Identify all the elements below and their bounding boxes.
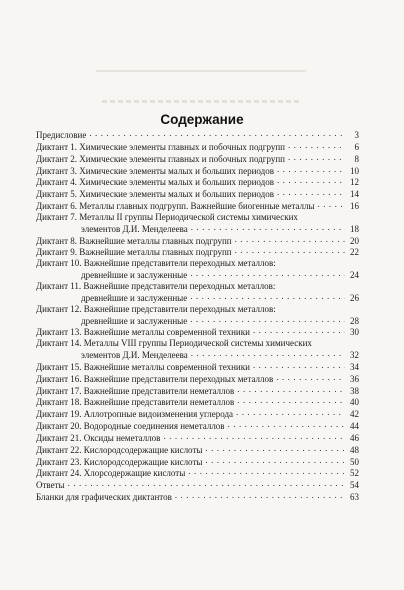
toc-entry bbox=[36, 188, 359, 200]
toc-page-number: 34 bbox=[350, 361, 359, 372]
toc-entry-text: Диктант 10. Важнейшие представители переходных металлов: bbox=[36, 258, 276, 269]
toc-entry-line bbox=[36, 188, 359, 200]
toc-entry-line bbox=[36, 258, 359, 269]
toc-entry-line bbox=[36, 176, 359, 188]
dot-leader bbox=[89, 129, 345, 138]
toc-page-number: 30 bbox=[350, 327, 359, 338]
toc-entry-text: Диктант 12. Важнейшие представители переходных металлов: bbox=[36, 303, 276, 314]
dot-leader bbox=[190, 292, 345, 301]
dot-leader bbox=[190, 269, 345, 278]
page-title: Содержание bbox=[160, 112, 244, 127]
toc-entry bbox=[36, 396, 359, 408]
toc-page-number: 16 bbox=[350, 201, 359, 212]
toc-page-number: 44 bbox=[350, 421, 359, 432]
toc-entry-line bbox=[36, 304, 359, 315]
toc-entry bbox=[36, 420, 359, 432]
toc-entry bbox=[36, 432, 359, 444]
toc-entry-line bbox=[36, 456, 359, 468]
toc-entry-text: Диктант 13. Важнейшие металлы современной техники bbox=[36, 327, 250, 338]
toc-entry-text: Диктант 8. Важнейшие металлы главных подгрупп bbox=[36, 235, 232, 246]
dot-leader bbox=[191, 223, 345, 232]
toc-entry-text: Диктант 23. Кислородсодержащие кислоты bbox=[36, 456, 203, 467]
dot-leader bbox=[253, 361, 345, 370]
toc-page-number: 50 bbox=[350, 456, 359, 467]
toc-entry-line bbox=[36, 235, 359, 247]
toc-page-number: 40 bbox=[350, 397, 359, 408]
dot-leader bbox=[228, 420, 345, 429]
toc-entry-line bbox=[36, 141, 359, 153]
dot-leader bbox=[288, 141, 345, 150]
dot-leader bbox=[276, 373, 345, 382]
toc-entry bbox=[36, 165, 359, 177]
toc-entry-text: Диктант 9. Важнейшие металлы главных подгрупп bbox=[36, 247, 232, 258]
toc-entry-text: Диктант 6. Металлы главных подгрупп. Важнейшие биогенные металлы bbox=[36, 201, 315, 212]
toc-entry-line bbox=[36, 420, 359, 432]
toc-page-number: 28 bbox=[350, 315, 359, 326]
toc-page-number: 32 bbox=[350, 350, 359, 361]
toc-page-number: 26 bbox=[350, 292, 359, 303]
toc-entry bbox=[36, 408, 359, 420]
toc-entry-line bbox=[36, 385, 359, 397]
toc-entry bbox=[36, 467, 359, 479]
toc-entry-text: Диктант 18. Важнейшие представители неметаллов bbox=[36, 397, 235, 408]
toc-entry-text: Диктант 24. Хлорсодержащие кислоты bbox=[36, 468, 186, 479]
toc-page-number: 20 bbox=[350, 235, 359, 246]
toc-page-number: 63 bbox=[350, 492, 359, 503]
toc-entry-text: Диктант 5. Химические элементы малых и больших периодов bbox=[36, 189, 274, 200]
dot-leader bbox=[191, 349, 345, 358]
toc-entry-text: Диктант 7. Металлы II группы Периодической системы химических bbox=[36, 211, 298, 222]
toc-entry bbox=[36, 141, 359, 153]
toc-entry bbox=[36, 258, 359, 281]
toc-entry-line bbox=[36, 212, 359, 223]
dot-leader bbox=[68, 479, 345, 488]
toc-entry bbox=[36, 129, 359, 141]
toc-entry bbox=[36, 338, 359, 361]
toc-entry-line bbox=[36, 223, 359, 235]
toc-entry bbox=[36, 326, 359, 338]
toc-entry-text: Диктант 16. Важнейшие представители переходных металлов bbox=[36, 373, 274, 384]
toc-entry-line bbox=[36, 153, 359, 165]
toc-entry-line bbox=[36, 281, 359, 292]
toc-entry-line bbox=[36, 432, 359, 444]
toc-entry-text: Диктант 19. Аллотропные видоизменения углерода bbox=[36, 409, 234, 420]
toc-entry-text: Диктант 4. Химические элементы малых и больших периодов bbox=[36, 177, 274, 188]
dot-leader bbox=[237, 385, 345, 394]
toc-page-number: 14 bbox=[350, 189, 359, 200]
toc-page-number: 3 bbox=[354, 130, 359, 140]
toc-entry-text: элементов Д.И. Менделеева bbox=[81, 350, 188, 361]
toc-entry-line bbox=[36, 373, 359, 385]
toc-entry bbox=[36, 385, 359, 397]
dot-leader bbox=[253, 326, 345, 335]
toc-entry-line bbox=[36, 349, 359, 361]
toc-entry bbox=[36, 176, 359, 188]
toc-entry-text: Диктант 3. Химические элементы малых и больших периодов bbox=[36, 165, 274, 176]
toc-entry-text: Диктант 14. Металлы VIII группы Периодической системы химических bbox=[36, 338, 312, 349]
toc-entry-text: Диктант 20. Водородные соединения неметаллов bbox=[36, 421, 225, 432]
toc-entry bbox=[36, 444, 359, 456]
toc-entry-text: Диктант 11. Важнейшие представители переходных металлов: bbox=[36, 280, 276, 291]
toc-entry-line bbox=[36, 479, 359, 491]
dot-leader bbox=[277, 176, 345, 185]
toc-entry-line bbox=[36, 326, 359, 338]
toc-entry-text: Диктант 15. Важнейшие металлы современной техники bbox=[36, 361, 250, 372]
toc-entry-line bbox=[36, 361, 359, 373]
toc-page-number: 52 bbox=[350, 468, 359, 479]
toc-page-number: 42 bbox=[350, 409, 359, 420]
toc-entry-text: Диктант 2. Химические элементы главных и побочных подгрупп bbox=[36, 153, 285, 164]
toc-page-number: 46 bbox=[350, 432, 359, 443]
toc-entry-line bbox=[36, 200, 359, 212]
toc-page-number: 54 bbox=[350, 480, 359, 491]
table-of-contents bbox=[36, 129, 359, 503]
toc-page-number: 36 bbox=[350, 373, 359, 384]
toc-entry bbox=[36, 456, 359, 468]
toc-entry-line bbox=[36, 491, 359, 503]
toc-entry bbox=[36, 153, 359, 165]
bleed-through-mark bbox=[102, 100, 302, 103]
toc-page-number: 18 bbox=[350, 223, 359, 234]
toc-page-number: 38 bbox=[350, 385, 359, 396]
toc-entry-text: Бланки для графических диктантов bbox=[36, 492, 172, 503]
toc-page-number: 24 bbox=[350, 270, 359, 281]
toc-entry-text: Ответы bbox=[36, 480, 65, 491]
toc-entry bbox=[36, 200, 359, 212]
toc-entry bbox=[36, 281, 359, 304]
dot-leader bbox=[235, 235, 345, 244]
toc-entry-text: Диктант 17. Важнейшие представители неметаллов bbox=[36, 385, 235, 396]
toc-page-number: 22 bbox=[350, 247, 359, 258]
dot-leader bbox=[277, 188, 345, 197]
toc-entry-line bbox=[36, 338, 359, 349]
toc-page-number: 12 bbox=[350, 177, 359, 188]
toc-entry bbox=[36, 235, 359, 247]
toc-entry-line bbox=[36, 408, 359, 420]
toc-page-number: 8 bbox=[354, 153, 359, 164]
dot-leader bbox=[188, 467, 345, 476]
toc-entry-line bbox=[36, 292, 359, 304]
toc-page-number: 10 bbox=[350, 165, 359, 176]
dot-leader bbox=[288, 153, 345, 162]
toc-entry-text: древнейшие и заслуженные bbox=[81, 270, 188, 281]
dot-leader bbox=[235, 246, 345, 255]
toc-entry-text: элементов Д.И. Менделеева bbox=[81, 223, 188, 234]
toc-entry-line bbox=[36, 444, 359, 456]
dot-leader bbox=[277, 165, 345, 174]
toc-entry bbox=[36, 373, 359, 385]
toc-entry-text: древнейшие и заслуженные bbox=[81, 292, 188, 303]
toc-entry bbox=[36, 491, 359, 503]
toc-entry-line bbox=[36, 467, 359, 479]
toc-entry-line bbox=[36, 165, 359, 177]
toc-entry bbox=[36, 361, 359, 373]
toc-entry-text: Диктант 1. Химические элементы главных и побочных подгрупп bbox=[36, 141, 285, 152]
toc-page-number: 6 bbox=[354, 141, 359, 152]
dot-leader bbox=[318, 200, 345, 209]
toc-entry-text: древнейшие и заслуженные bbox=[81, 315, 188, 326]
toc-entry bbox=[36, 212, 359, 235]
toc-entry bbox=[36, 479, 359, 491]
toc-entry-line bbox=[36, 315, 359, 327]
toc-entry-line bbox=[36, 396, 359, 408]
bleed-through-mark bbox=[96, 70, 306, 72]
toc-entry-line bbox=[36, 269, 359, 281]
toc-entry-text: Диктант 21. Оксиды неметаллов bbox=[36, 432, 161, 443]
dot-leader bbox=[163, 432, 345, 441]
toc-entry-line bbox=[36, 246, 359, 258]
dot-leader bbox=[205, 456, 345, 465]
dot-leader bbox=[236, 408, 345, 417]
toc-entry bbox=[36, 246, 359, 258]
dot-leader bbox=[175, 491, 345, 500]
toc-page-number: 48 bbox=[350, 444, 359, 455]
dot-leader bbox=[205, 444, 345, 453]
dot-leader bbox=[237, 396, 345, 405]
toc-entry-line bbox=[36, 129, 359, 141]
toc-entry-text: Предисловие bbox=[36, 130, 87, 140]
dot-leader bbox=[190, 315, 345, 324]
toc-entry bbox=[36, 304, 359, 327]
toc-entry-text: Диктант 22. Кислородсодержащие кислоты bbox=[36, 444, 203, 455]
